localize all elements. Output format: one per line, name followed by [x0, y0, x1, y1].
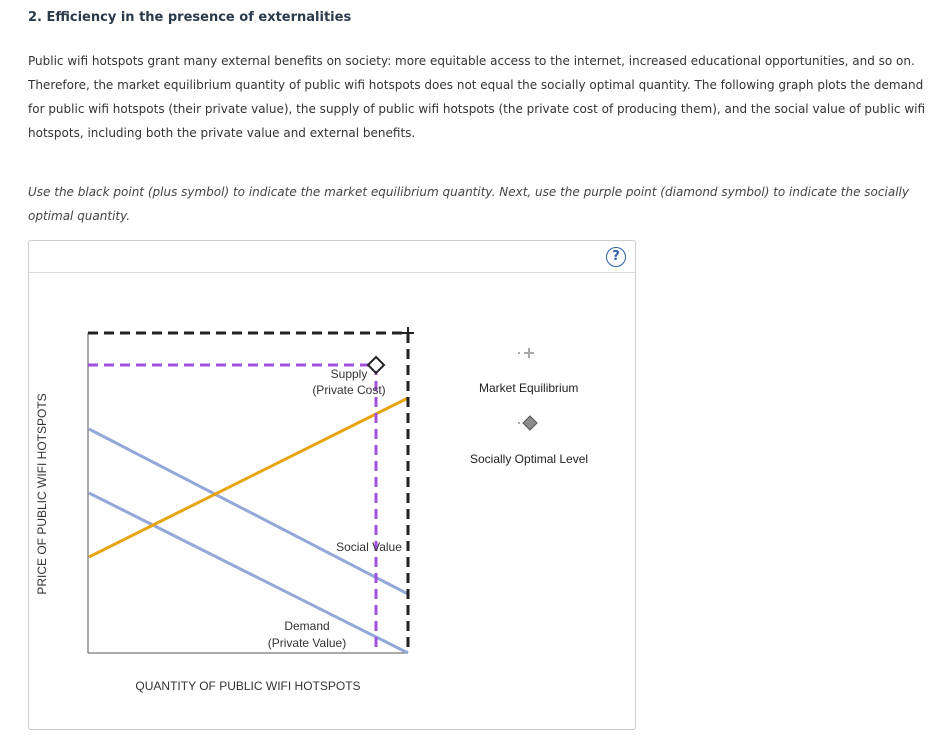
demand-curve[interactable]	[89, 493, 408, 653]
supply-label-line1: Supply	[330, 367, 368, 381]
socially-optimal-tool-label: Socially Optimal Level	[470, 452, 589, 466]
market-equilibrium-marker[interactable]	[402, 327, 414, 339]
instruction-text	[28, 180, 933, 228]
x-axis-title: QUANTITY OF PUBLIC WIFI HOTSPOTS	[135, 679, 361, 693]
help-icon[interactable]: ?	[606, 247, 626, 267]
paragraph-line: hotspots, including both the private value and external benefits.	[28, 126, 416, 140]
question-paragraph	[28, 49, 933, 145]
socially-optimal-tool[interactable]	[518, 416, 537, 430]
supply-curve[interactable]	[89, 398, 408, 557]
demand-label-line1: Demand	[284, 619, 330, 633]
y-axis-title: PRICE OF PUBLIC WIFI HOTSPOTS	[35, 393, 49, 595]
paragraph-line: for public wifi hotspots (their private value), the supply of public wifi hotspots (the private cost of producing them), and the social value of public wifi	[28, 102, 926, 116]
socially-optimal-marker[interactable]	[368, 357, 384, 373]
market-equilibrium-tool-label: Market Equilibrium	[479, 381, 579, 395]
supply-label-line2: (Private Cost)	[312, 383, 386, 397]
instruction-line: optimal quantity.	[28, 209, 131, 223]
question-heading: 2. Efficiency in the presence of externalities	[28, 10, 352, 25]
paragraph-line: Therefore, the market equilibrium quantity of public wifi hotspots does not equal the socially optimal quantity. The following graph plots the demand	[28, 78, 924, 92]
instruction-line: Use the black point (plus symbol) to indicate the market equilibrium quantity. Next, use the purple point (diamond symbol) to indicate the socially	[28, 185, 909, 199]
paragraph-line: Public wifi hotspots grant many external benefits on society: more equitable access to the internet, increased educational opportunities, and so on.	[28, 54, 915, 68]
demand-label-line2: (Private Value)	[267, 636, 347, 650]
market-equilibrium-tool[interactable]	[518, 348, 534, 358]
graph-canvas[interactable]	[29, 241, 635, 729]
social-value-label: Social Value	[336, 540, 402, 554]
graph-panel	[28, 240, 636, 730]
social-value-curve[interactable]	[89, 429, 408, 594]
